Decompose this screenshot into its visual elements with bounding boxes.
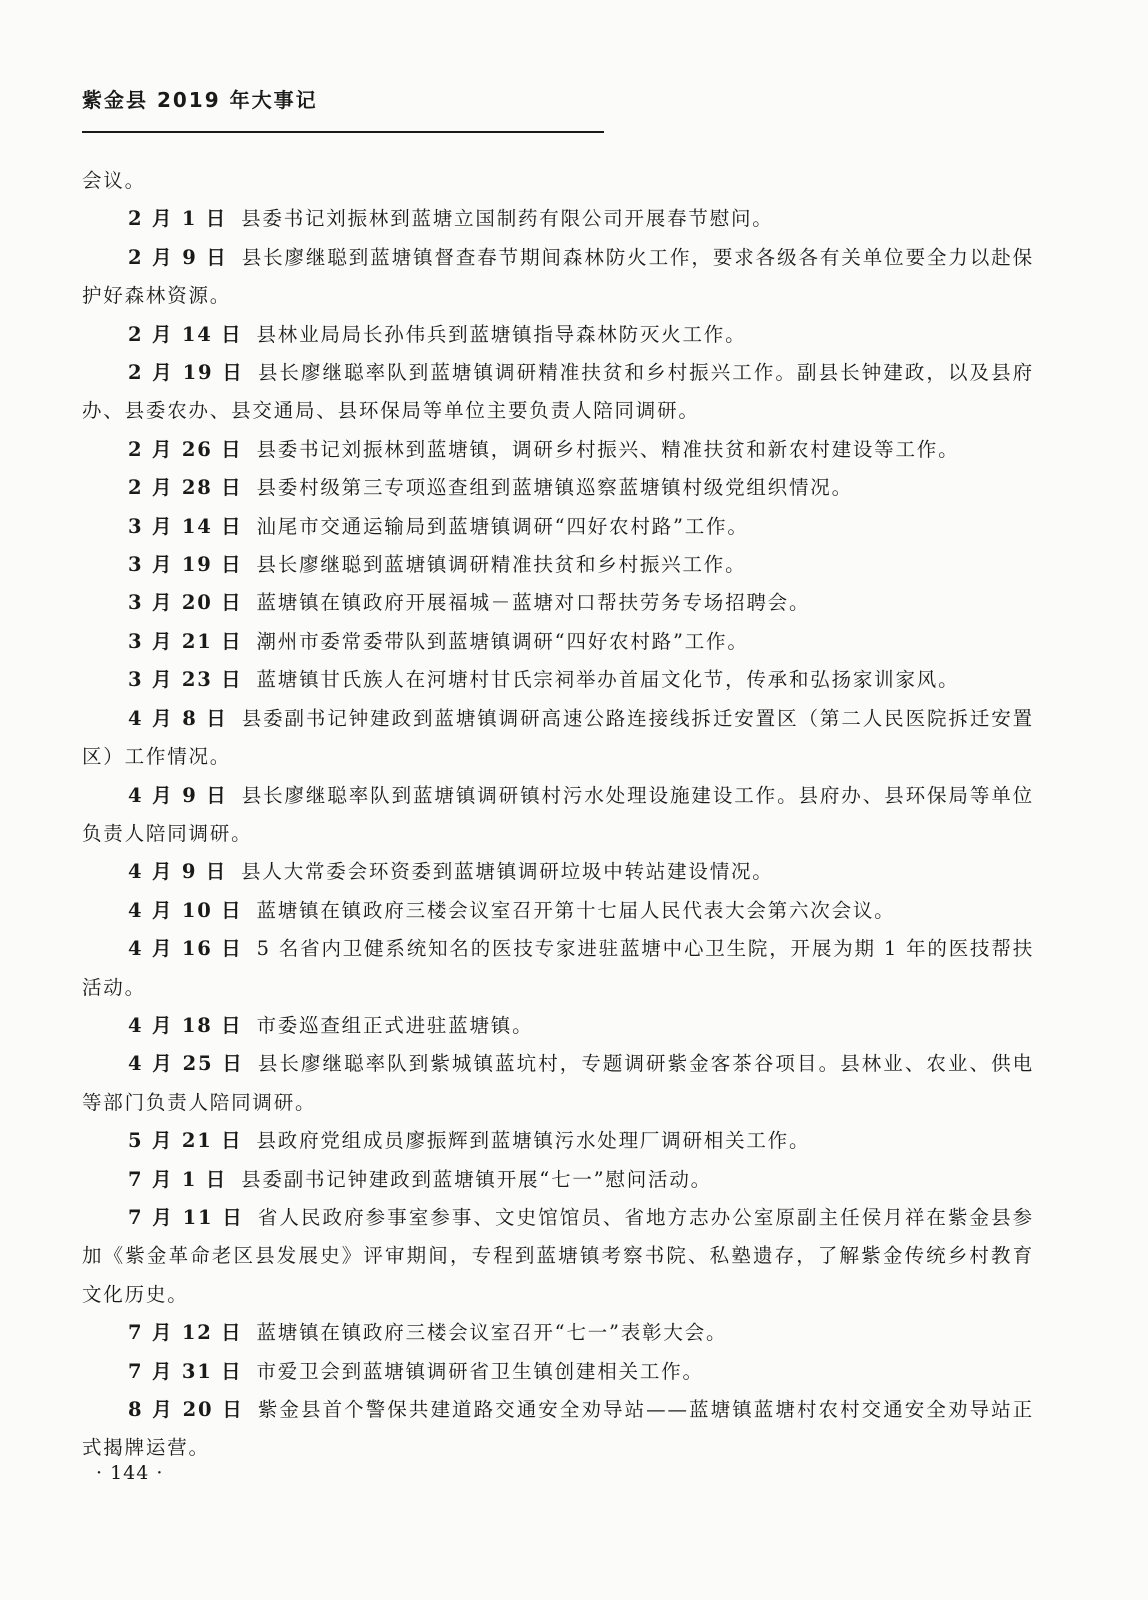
entry-date: 7 月 31 日 [128, 1359, 243, 1383]
entry-date: 2 月 19 日 [128, 361, 244, 385]
chronicle-entry [82, 1353, 1034, 1391]
chronicle-entry [82, 661, 1034, 699]
entry-date: 3 月 14 日 [128, 514, 243, 538]
entry-date: 2 月 14 日 [128, 322, 243, 346]
chronicle-entry [82, 508, 1034, 546]
entry-date: 4 月 10 日 [128, 898, 243, 922]
entry-text: 蓝塘镇甘氏族人在河塘村甘氏宗祠举办首届文化节，传承和弘扬家训家风。 [256, 668, 960, 692]
chronicle-entry [82, 354, 1034, 431]
entry-list [82, 200, 1034, 1467]
entry-text: 蓝塘镇在镇政府开展福城－蓝塘对口帮扶劳务专场招聘会。 [256, 591, 811, 615]
entry-text: 紫金县首个警保共建道路交通安全劝导站——蓝塘镇蓝塘村农村交通安全劝导站正式揭牌运营。 [82, 1398, 1034, 1460]
entry-text: 县长廖继聪率队到蓝塘镇调研精准扶贫和乡村振兴工作。副县长钟建政，以及县府办、县委农办、县交通局、县环保局等单位主要负责人陪同调研。 [82, 361, 1034, 423]
entry-date: 2 月 1 日 [128, 207, 228, 231]
entry-date: 3 月 23 日 [128, 668, 243, 692]
chronicle-entry [82, 316, 1034, 354]
entry-text: 县长廖继聪率队到蓝塘镇调研镇村污水处理设施建设工作。县府办、县环保局等单位负责人陪同调研。 [82, 783, 1034, 845]
chronicle-entry [82, 469, 1034, 507]
entry-date: 5 月 21 日 [128, 1129, 243, 1153]
chronicle-entry [82, 239, 1034, 316]
chronicle-entry [82, 853, 1034, 891]
chronicle-body [82, 162, 1034, 1468]
entry-text: 潮州市委常委带队到蓝塘镇调研“四好农村路”工作。 [256, 629, 749, 653]
chronicle-entry [82, 930, 1034, 1007]
entry-text: 5 名省内卫健系统知名的医技专家进驻蓝塘中心卫生院，开展为期 1 年的医技帮扶活动。 [82, 937, 1034, 999]
chronicle-entry [82, 200, 1034, 238]
chronicle-entry [82, 700, 1034, 777]
entry-date: 7 月 12 日 [128, 1321, 243, 1345]
header-rule [82, 131, 604, 133]
entry-text: 蓝塘镇在镇政府三楼会议室召开第十七届人民代表大会第六次会议。 [256, 898, 896, 922]
chronicle-entry [82, 1199, 1034, 1314]
chronicle-entry [82, 623, 1034, 661]
entry-text: 县林业局局长孙伟兵到蓝塘镇指导森林防灭火工作。 [256, 322, 747, 346]
chronicle-entry [82, 1391, 1034, 1468]
entry-text: 县政府党组成员廖振辉到蓝塘镇污水处理厂调研相关工作。 [256, 1129, 811, 1153]
entry-date: 4 月 25 日 [128, 1052, 244, 1076]
chronicle-entry [82, 1161, 1034, 1199]
chronicle-entry [82, 892, 1034, 930]
entry-text: 市爱卫会到蓝塘镇调研省卫生镇创建相关工作。 [256, 1359, 704, 1383]
entry-text: 县委副书记钟建政到蓝塘镇开展“七一”慰问活动。 [241, 1167, 712, 1191]
chronicle-entry [82, 777, 1034, 854]
entry-text: 省人民政府参事室参事、文史馆馆员、省地方志办公室原副主任侯月祥在紫金县参加《紫金革命老区县发展史》评审期间，专程到蓝塘镇考察书院、私塾遗存，了解紫金传统乡村教育文化历史。 [82, 1205, 1034, 1306]
entry-text: 市委巡查组正式进驻蓝塘镇。 [256, 1013, 534, 1037]
entry-date: 2 月 28 日 [128, 476, 243, 500]
entry-date: 3 月 19 日 [128, 553, 243, 577]
running-header: 紫金县 2019 年大事记 [82, 88, 318, 112]
chronicle-entry [82, 584, 1034, 622]
entry-date: 3 月 20 日 [128, 591, 243, 615]
entry-date: 4 月 9 日 [128, 860, 228, 884]
chronicle-entry [82, 546, 1034, 584]
chronicle-entry [82, 1007, 1034, 1045]
chronicle-entry [82, 1045, 1034, 1122]
entry-text: 县委书记刘振林到蓝塘立国制药有限公司开展春节慰问。 [241, 207, 774, 231]
entry-date: 4 月 9 日 [128, 783, 228, 807]
entry-text: 县委副书记钟建政到蓝塘镇调研高速公路连接线拆迁安置区（第二人民医院拆迁安置区）工作情况。 [82, 706, 1034, 769]
entry-date: 7 月 11 日 [128, 1205, 244, 1229]
entry-text: 县人大常委会环资委到蓝塘镇调研垃圾中转站建设情况。 [241, 860, 774, 884]
entry-text: 汕尾市交通运输局到蓝塘镇调研“四好农村路”工作。 [256, 514, 749, 538]
continuation-text: 会议。 [82, 169, 146, 192]
entry-date: 7 月 1 日 [128, 1167, 228, 1191]
entry-text: 县长廖继聪率队到紫城镇蓝坑村，专题调研紫金客茶谷项目。县林业、农业、供电等部门负责人陪同调研。 [82, 1052, 1034, 1114]
entry-text: 县长廖继聪到蓝塘镇调研精准扶贫和乡村振兴工作。 [256, 553, 747, 577]
entry-text: 县长廖继聪到蓝塘镇督查春节期间森林防火工作，要求各级各有关单位要全力以赴保护好森林资源。 [82, 245, 1034, 308]
entry-text: 县委书记刘振林到蓝塘镇，调研乡村振兴、精准扶贫和新农村建设等工作。 [256, 437, 960, 461]
chronicle-entry [82, 431, 1034, 469]
page-number: · 144 · [96, 1462, 164, 1484]
entry-date: 4 月 18 日 [128, 1013, 243, 1037]
entry-date: 3 月 21 日 [128, 629, 243, 653]
entry-date: 4 月 8 日 [128, 706, 228, 730]
entry-date: 4 月 16 日 [128, 937, 243, 961]
entry-text: 蓝塘镇在镇政府三楼会议室召开“七一”表彰大会。 [256, 1321, 728, 1345]
entry-date: 2 月 9 日 [128, 245, 228, 269]
chronicle-entry [82, 1314, 1034, 1352]
entry-date: 2 月 26 日 [128, 437, 243, 461]
entry-text: 县委村级第三专项巡查组到蓝塘镇巡察蓝塘镇村级党组织情况。 [256, 476, 853, 500]
chronicle-entry [82, 1122, 1034, 1160]
entry-date: 8 月 20 日 [128, 1398, 244, 1421]
